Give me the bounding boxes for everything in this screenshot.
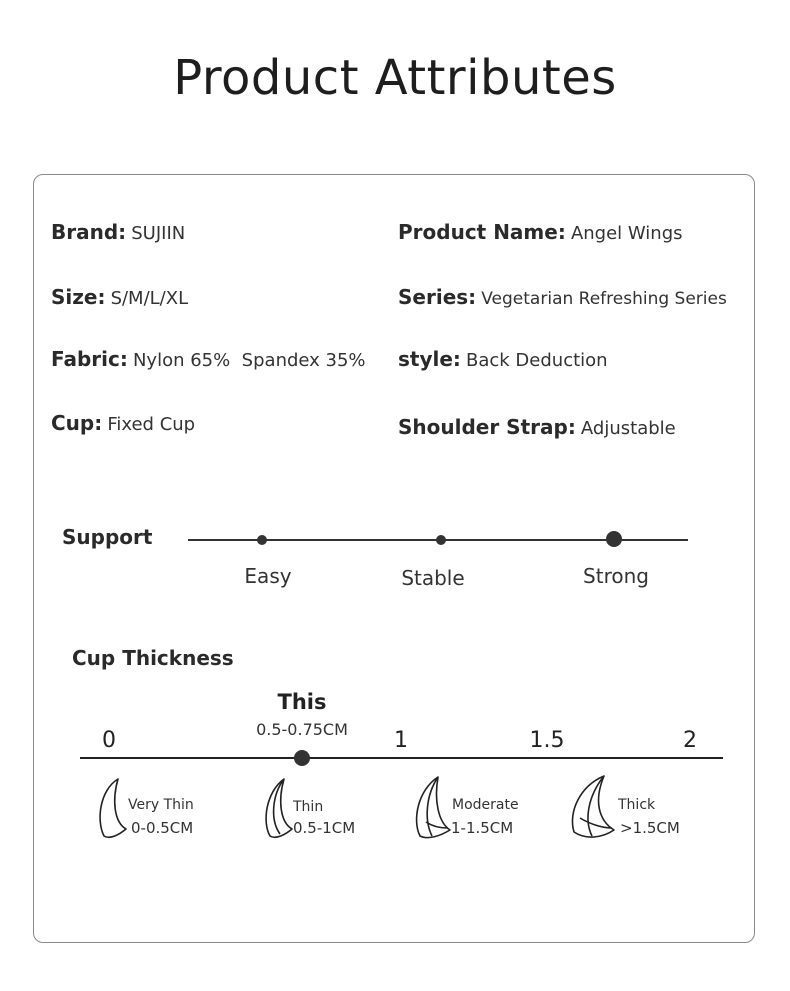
fabric-value: Nylon 65% Spandex 35% bbox=[132, 350, 366, 371]
thickness-type-thick-name: Thick bbox=[618, 797, 656, 813]
thickness-tick-0: 0 bbox=[102, 728, 116, 753]
style-value: Back Deduction bbox=[466, 350, 608, 371]
thickness-marker-range: 0.5-0.75CM bbox=[256, 720, 348, 739]
support-level-stable: Stable bbox=[401, 566, 465, 590]
thickness-tick-2: 2 bbox=[683, 728, 697, 753]
moderate-cup-icon bbox=[417, 777, 450, 838]
product-name-key: Product Name: bbox=[398, 220, 566, 244]
page-title: Product Attributes bbox=[173, 50, 617, 106]
thickness-type-moderate-range: 1-1.5CM bbox=[451, 819, 514, 837]
thickness-type-thick-range: >1.5CM bbox=[620, 819, 680, 837]
thickness-type-very-thin-name: Very Thin bbox=[128, 797, 194, 813]
cup-value: Fixed Cup bbox=[107, 414, 196, 435]
style-key: style: bbox=[398, 347, 461, 371]
brand-key: Brand: bbox=[51, 220, 127, 244]
thick-cup-icon bbox=[572, 776, 614, 837]
size-key: Size: bbox=[51, 285, 106, 309]
thickness-marker-label: This bbox=[277, 690, 327, 714]
size-value: S/M/L/XL bbox=[110, 288, 189, 309]
thickness-type-thin-name: Thin bbox=[293, 799, 324, 815]
fabric-key: Fabric: bbox=[51, 347, 128, 371]
brand-value: SUJIIN bbox=[131, 223, 186, 244]
support-level-strong: Strong bbox=[583, 564, 649, 588]
thickness-type-very-thin-range: 0-0.5CM bbox=[131, 819, 194, 837]
thickness-type-moderate-name: Moderate bbox=[452, 797, 519, 813]
thickness-type-thin-range: 0.5-1CM bbox=[293, 819, 356, 837]
support-level-easy: Easy bbox=[244, 564, 292, 588]
series-key: Series: bbox=[398, 285, 477, 309]
shoulder-strap-value: Adjustable bbox=[580, 418, 676, 439]
support-title: Support bbox=[62, 525, 153, 549]
product-name-value: Angel Wings bbox=[570, 223, 683, 244]
thickness-tick-1: 1 bbox=[394, 728, 408, 753]
very-thin-cup-icon bbox=[100, 779, 126, 837]
cup-key: Cup: bbox=[51, 411, 103, 435]
thin-cup-icon bbox=[266, 779, 292, 837]
cup-thickness-title: Cup Thickness bbox=[72, 646, 234, 670]
thickness-tick-1-5: 1.5 bbox=[529, 728, 565, 753]
shoulder-strap-key: Shoulder Strap: bbox=[398, 415, 576, 439]
thickness-marker-dot bbox=[294, 750, 310, 766]
series-value: Vegetarian Refreshing Series bbox=[481, 289, 727, 309]
